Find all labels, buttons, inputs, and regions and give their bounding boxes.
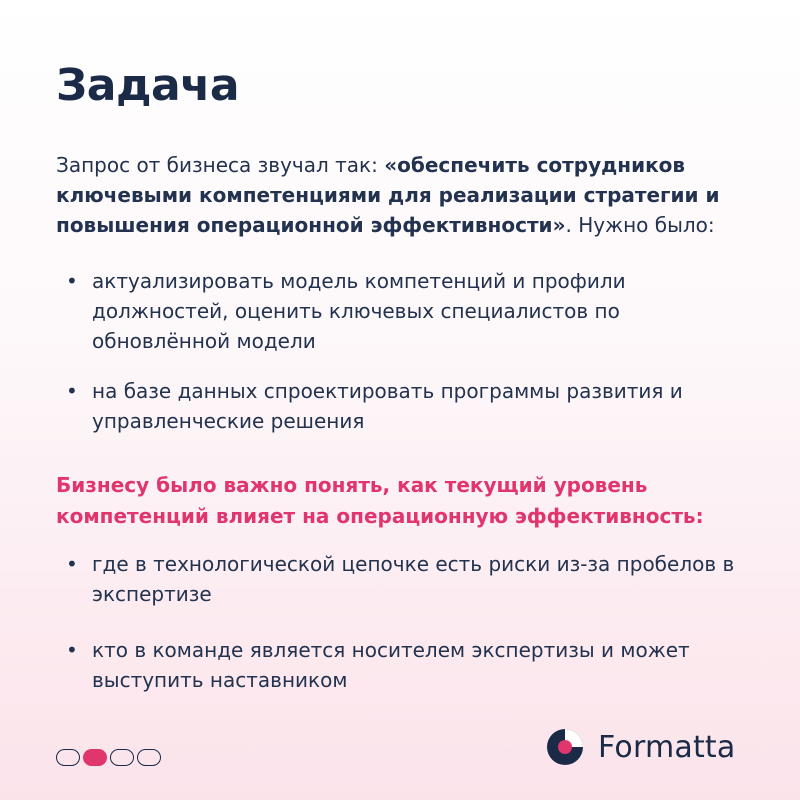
task-list	[66, 266, 746, 436]
intro-paragraph	[56, 150, 756, 240]
list-item-text: кто в команде является носителем экспертизы и может выступить наставником	[92, 638, 690, 692]
bullet-icon: •	[66, 269, 78, 293]
list-item	[66, 376, 746, 436]
pager-dot-1[interactable]	[56, 749, 80, 766]
pager-dot-2[interactable]	[83, 749, 107, 766]
list-item-text: актуализировать модель компетенций и профили должностей, оценить ключевых специалистов по обновлённой модели	[92, 269, 626, 353]
pager-dot-4[interactable]	[137, 749, 161, 766]
points-list	[66, 549, 746, 695]
list-item	[66, 549, 746, 609]
intro-quote: «обеспечить сотрудников ключевыми компетенциями для реализации стратегии и повышения операционной эффективности»	[56, 153, 720, 237]
list-item-text: на базе данных спроектировать программы развития и управленческие решения	[92, 379, 683, 433]
intro-tail: . Нужно было:	[565, 213, 715, 237]
bullet-icon: •	[66, 552, 78, 576]
bullet-icon: •	[66, 638, 78, 662]
slide-pager	[56, 749, 161, 766]
formatta-logo-icon	[546, 728, 584, 766]
list-item	[66, 635, 746, 695]
highlight-heading: Бизнесу было важно понять, как текущий уровень компетенций влияет на операционную эффективность:	[56, 473, 704, 528]
page-title: Задача	[56, 60, 240, 111]
pager-dot-3[interactable]	[110, 749, 134, 766]
bullet-icon: •	[66, 379, 78, 403]
brand	[546, 728, 735, 766]
intro-lead: Запрос от бизнеса звучал так:	[56, 153, 385, 177]
brand-name: Formatta	[598, 729, 736, 765]
list-item-text: где в технологической цепочке есть риски из-за пробелов в экспертизе	[92, 552, 735, 606]
list-item	[66, 266, 746, 356]
